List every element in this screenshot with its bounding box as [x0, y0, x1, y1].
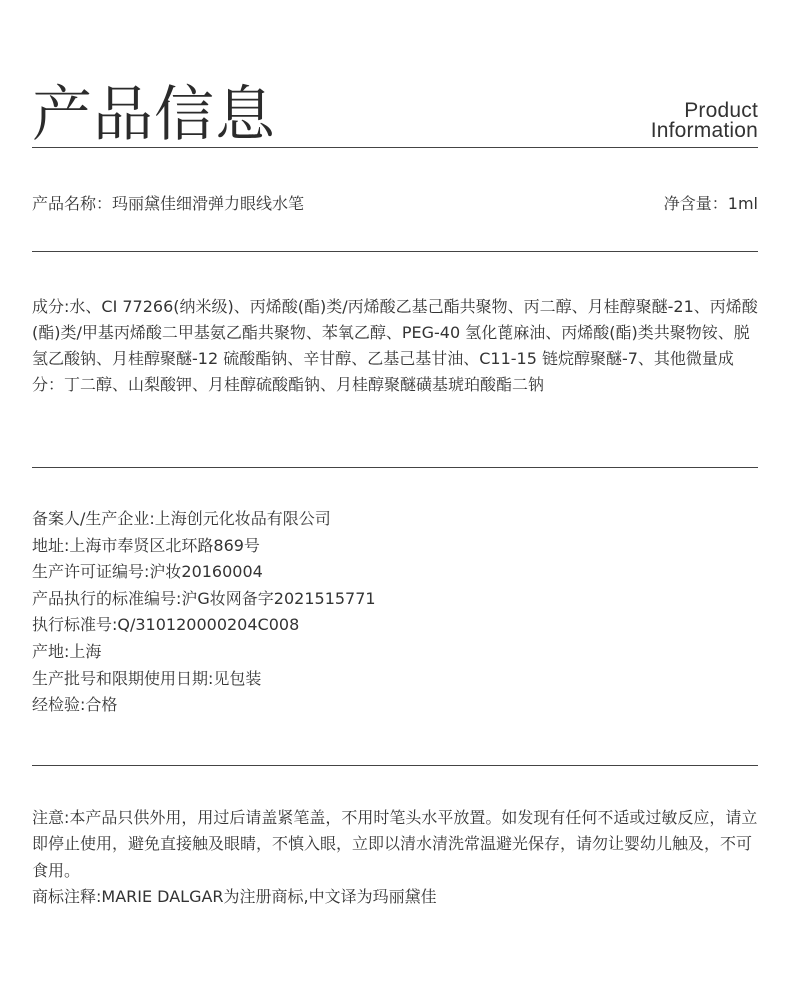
english-title-line-1: Product — [684, 99, 758, 122]
product-row — [32, 193, 758, 215]
company-info-item: 经检验:合格 — [32, 695, 118, 715]
product-name: 产品名称：玛丽黛佳细滑弹力眼线水笔 — [32, 194, 305, 213]
company-info-item: 备案人/生产企业:上海创元化妆品有限公司 — [32, 509, 331, 528]
company-info-item: 地址:上海市奉贤区北环路869号 — [32, 535, 260, 555]
notes-section — [32, 805, 758, 911]
divider-2 — [32, 467, 758, 468]
ingredients-text: 成分:水、CI 77266(纳米级)、丙烯酸(酯)类/丙烯酸乙基己酯共聚物、丙二醇、月桂醇聚醚-21、丙烯酸(酯)类/甲基丙烯酸二甲基氨乙酯共聚物、苯氧乙醇、PEG-40 氢化蓖麻油、丙烯酸(酯)类共聚物铵、脱氢乙酸钠、月桂醇聚醚-12 硫酸酯钠、辛甘醇、乙基己基甘油、C11-15 链烷醇聚醚-7、其他微量成分：丁二醇、山梨酸钾、月桂醇硫酸酯钠、月桂醇聚醚磺基琥珀酸酯二钠 — [32, 297, 758, 394]
divider-1 — [32, 251, 758, 252]
header-divider — [32, 147, 758, 148]
company-info-item: 生产批号和限期使用日期:见包装 — [32, 668, 262, 688]
page-title: 产品信息 — [32, 80, 276, 150]
net-content: 净含量：1ml — [663, 194, 758, 213]
company-info-list — [32, 506, 758, 719]
company-info-item: 产地:上海 — [32, 641, 102, 661]
english-title — [651, 101, 758, 141]
company-info-item: 产品执行的标准编号:沪G妆网备字2021515771 — [32, 588, 376, 608]
company-info-item: 生产许可证编号:沪妆20160004 — [32, 562, 263, 582]
divider-3 — [32, 765, 758, 766]
english-title-line-2: Information — [650, 119, 758, 142]
caution-text: 注意:本产品只供外用，用过后请盖紧笔盖，不用时笔头水平放置。如发现有任何不适或过敏反应，请立即停止使用，避免直接触及眼睛，不慎入眼，立即以清水清洗常温避光保存，请勿让婴幼儿触及，不可食用。 — [32, 808, 758, 880]
trademark-text: 商标注释:MARIE DALGAR为注册商标,中文译为玛丽黛佳 — [32, 887, 437, 907]
company-info-item: 执行标准号:Q/310120000204C008 — [32, 615, 300, 635]
